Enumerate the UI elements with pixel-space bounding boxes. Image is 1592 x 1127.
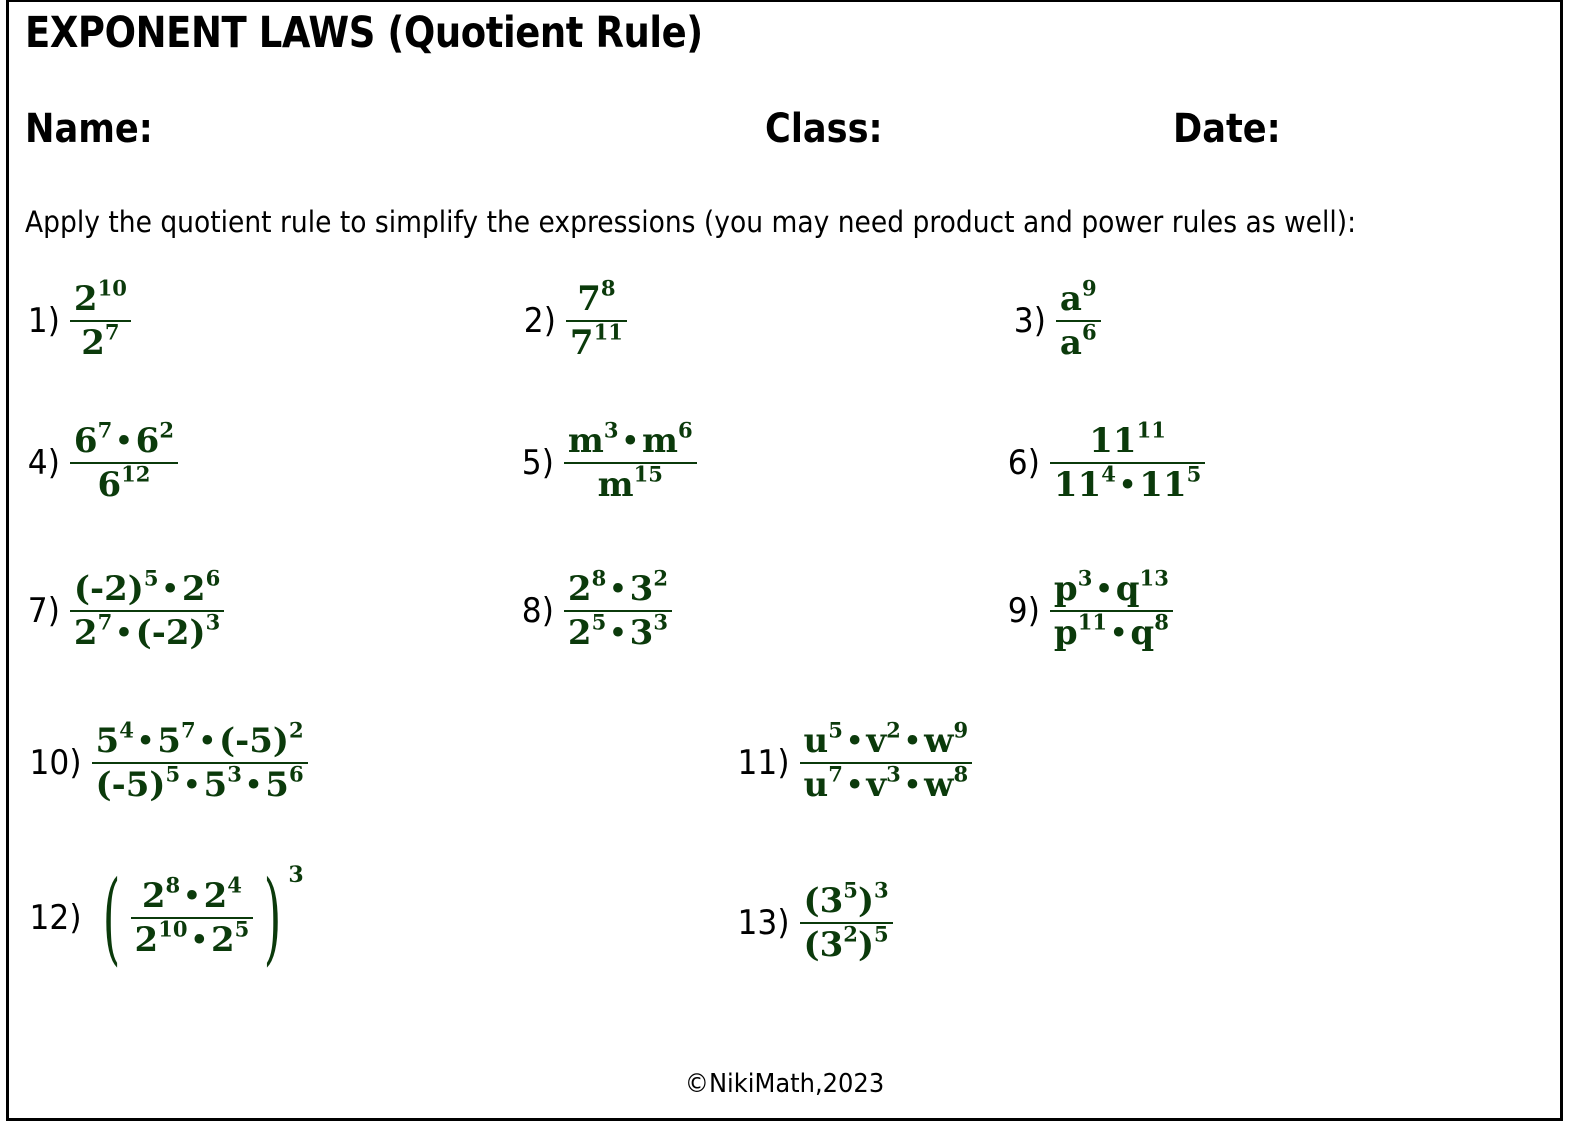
denominator: $u^7$ $•v^3$ $•w^8$ — [803, 761, 969, 805]
fraction — [800, 717, 973, 805]
class-label: Class: — [765, 106, 883, 152]
problem-number: 6) — [1007, 443, 1040, 483]
problem-8 — [519, 565, 672, 653]
problem-12 — [25, 859, 304, 976]
denominator: $6^{12}$ — [97, 461, 151, 505]
denominator: $a^6$ — [1059, 319, 1097, 363]
left-paren: ( — [102, 859, 120, 976]
numerator: $a^9$ — [1059, 275, 1097, 319]
denominator: $p^{11}$ $•q^8$ — [1053, 609, 1169, 653]
denominator: $2^7$ $•(-2)^3$ — [73, 609, 221, 653]
worksheet — [6, 0, 1563, 1121]
numerator: $7^8$ — [577, 275, 616, 319]
problem-number: 8) — [521, 591, 554, 631]
problem-4 — [25, 417, 178, 505]
denominator: $(3^2)^5$ — [803, 921, 889, 965]
problem-number: 1) — [27, 301, 60, 341]
copyright-footer: ©NikiMath,2023 — [684, 1069, 885, 1099]
problem-5 — [519, 417, 697, 505]
date-label: Date: — [1173, 106, 1281, 152]
numerator: $6^7$ $•6^2$ — [73, 417, 174, 461]
page-title: EXPONENT LAWS (Quotient Rule) — [25, 8, 703, 58]
problem-10 — [25, 717, 308, 805]
fraction — [131, 872, 254, 960]
fraction — [1050, 417, 1205, 505]
fraction — [564, 417, 697, 505]
fraction — [564, 565, 672, 653]
numerator: $p^3$ $•q^{13}$ — [1053, 565, 1169, 609]
problem-7 — [25, 565, 224, 653]
numerator: $2^{10}$ — [73, 275, 127, 319]
instructions: Apply the quotient rule to simplify the expressions (you may need product and power rules as well): — [25, 205, 1357, 239]
denominator: $11^4$ $•11^5$ — [1053, 461, 1202, 505]
denominator: $2^{10}$ $•2^5$ — [134, 916, 250, 960]
problem-6 — [1005, 417, 1205, 505]
problem-number: 4) — [27, 443, 60, 483]
problem-number: 7) — [27, 591, 60, 631]
denominator: $2^7$ — [81, 319, 120, 363]
fraction — [70, 275, 131, 363]
numerator: $m^3$ $•m^6$ — [567, 417, 693, 461]
fraction — [70, 565, 224, 653]
numerator: $u^5$ $•v^2$ $•w^9$ — [803, 717, 969, 761]
numerator: $2^8$ $•3^2$ — [567, 565, 668, 609]
problem-3 — [1011, 275, 1101, 363]
denominator: $7^{11}$ — [569, 319, 623, 363]
problem-number: 9) — [1007, 591, 1040, 631]
numerator: $(-2)^5$ $•2^6$ — [73, 565, 221, 609]
numerator: $11^{11}$ — [1089, 417, 1166, 461]
problem-9 — [1005, 565, 1173, 653]
problem-number: 5) — [521, 443, 554, 483]
fraction — [92, 717, 308, 805]
denominator: $2^5$ $•3^3$ — [567, 609, 668, 653]
numerator: $2^8$ $•2^4$ — [141, 872, 242, 916]
numerator: $(3^5)^3$ — [803, 877, 889, 921]
problem-number: 2) — [523, 301, 556, 341]
fraction — [800, 877, 893, 965]
fraction — [566, 275, 627, 363]
problem-number: 13) — [737, 903, 790, 943]
name-label: Name: — [25, 106, 153, 152]
numerator: $5^4$ $•5^7$ $•(-5)^2$ — [95, 717, 304, 761]
problem-2 — [521, 275, 627, 363]
problem-number: 3) — [1013, 301, 1046, 341]
fraction — [70, 417, 178, 505]
right-paren: ) — [264, 859, 282, 976]
problem-13 — [733, 877, 893, 965]
problem-11 — [733, 717, 972, 805]
denominator: $m^{15}$ — [597, 461, 663, 505]
problem-number: 11) — [737, 743, 790, 783]
problem-1 — [25, 275, 131, 363]
problem-number: 10) — [29, 743, 82, 783]
problem-number: 12) — [29, 898, 82, 938]
outer-exponent: 3 — [288, 862, 304, 888]
fraction — [1056, 275, 1101, 363]
denominator: $(-5)^5$ $•5^3$ $•5^6$ — [95, 761, 304, 805]
fraction — [1050, 565, 1173, 653]
